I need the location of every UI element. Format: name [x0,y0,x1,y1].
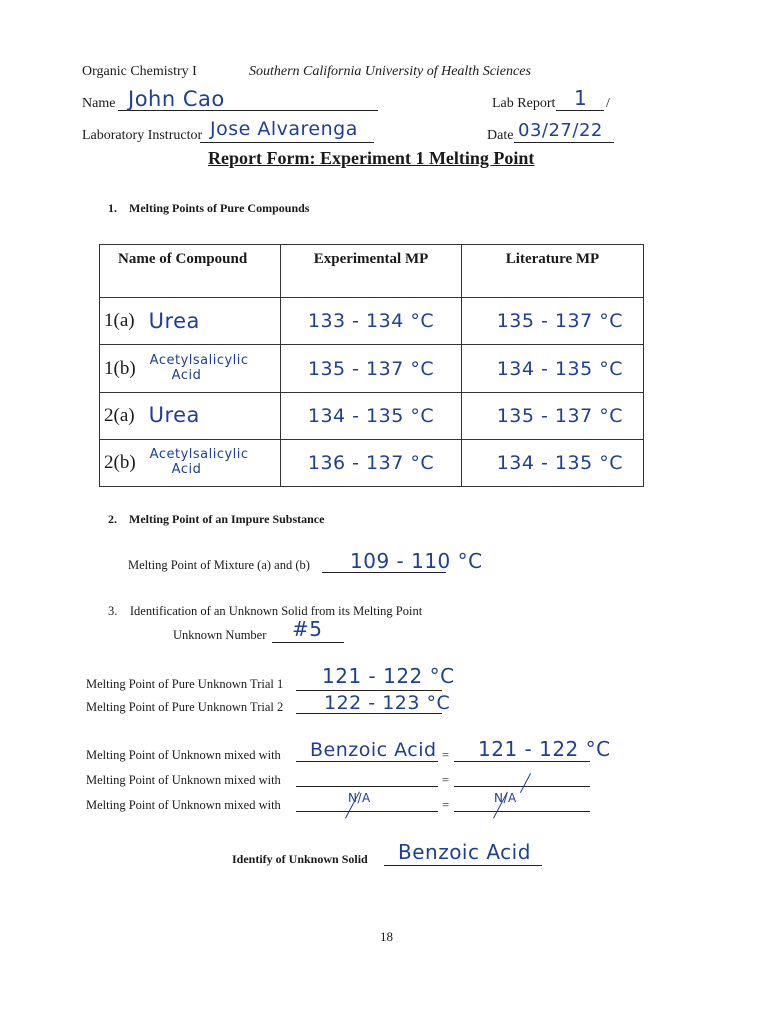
column-header-literature: Literature MP [462,245,644,298]
compound-name-line2: Acid [171,461,202,477]
name-label: Name [82,96,116,111]
mixed1-with-underline [296,761,438,762]
section2-heading: 2. Melting Point of an Impure Substance [108,512,325,526]
course-name: Organic Chemistry I [82,64,197,79]
literature-mp: 134 - 135 °C [462,439,644,486]
trial1-label: Melting Point of Pure Unknown Trial 1 [86,677,284,691]
trial2-label: Melting Point of Pure Unknown Trial 2 [86,700,284,714]
mixed3-label: Melting Point of Unknown mixed with [86,798,281,812]
mixed3-with-value: N/A [348,791,371,805]
lab-report-underline [556,110,604,111]
mixed3-with-underline [296,811,438,812]
mixture-value: 109 - 110 °C [350,549,483,573]
mixed2-label: Melting Point of Unknown mixed with [86,773,281,787]
mixture-label: Melting Point of Mixture (a) and (b) [128,558,310,572]
mixed3-value: N/A [494,791,517,805]
literature-mp: 135 - 137 °C [462,392,644,439]
table-row [100,439,644,486]
lab-report-slash: / [606,96,610,111]
date-label: Date [487,128,514,143]
university-name: Southern California University of Health Sciences [249,64,531,79]
date-underline [514,142,614,143]
table-row [100,345,644,392]
column-header-experimental: Experimental MP [281,245,462,298]
instructor-label: Laboratory Instructor [82,128,203,143]
row-label: 2(a) [104,404,135,426]
unknown-number-value: #5 [292,617,323,641]
identify-value: Benzoic Acid [398,840,531,864]
literature-mp: 134 - 135 °C [462,345,644,392]
mixed3-value-underline [454,811,590,812]
mixed2-strike-mark [520,773,531,793]
mixed3-equals: = [442,798,450,812]
instructor-value: Jose Alvarenga [210,118,358,140]
literature-mp: 135 - 137 °C [462,298,644,345]
mixed1-equals: = [442,748,450,762]
column-header-compound: Name of Compound [100,245,281,298]
experimental-mp: 136 - 137 °C [281,439,462,486]
experimental-mp: 133 - 134 °C [281,298,462,345]
row-label: 2(b) [104,451,136,473]
lab-report-label: Lab Report [492,96,556,111]
mixed1-value-underline [454,761,590,762]
trial1-value: 121 - 122 °C [322,664,455,688]
compound-name: Urea [148,308,200,333]
mixed2-equals: = [442,773,450,787]
compound-name: Urea [148,403,200,428]
compound-name-line2: Acid [171,367,202,383]
compound-cell [100,298,281,345]
compound-name [150,354,249,384]
mixed1-value: 121 - 122 °C [478,737,611,761]
page-number: 18 [380,929,393,944]
experimental-mp: 135 - 137 °C [281,345,462,392]
table-row [100,392,644,439]
mixed1-with-value: Benzoic Acid [310,739,437,761]
row-label: 1(b) [104,357,136,379]
page-title: Report Form: Experiment 1 Melting Point [208,148,535,168]
compound-name-line1: Acetylsalicylic [149,352,249,368]
mixed2-with-underline [296,786,438,787]
section1-heading: 1. Melting Points of Pure Compounds [108,201,310,215]
identify-label: Identify of Unknown Solid [232,852,368,866]
trial1-underline [296,690,442,691]
table-row [100,298,644,345]
trial2-value: 122 - 123 °C [324,692,451,714]
mixed1-label: Melting Point of Unknown mixed with [86,748,281,762]
unknown-number-label: Unknown Number [173,628,267,642]
unknown-number-underline [272,642,344,643]
compound-cell [100,392,281,439]
date-value: 03/27/22 [518,120,603,141]
name-value: John Cao [128,87,225,111]
experimental-mp: 134 - 135 °C [281,392,462,439]
row-label: 1(a) [104,310,135,332]
table-header-row [100,245,644,298]
compound-cell [100,439,281,486]
melting-point-table [99,244,644,487]
compound-name [150,448,249,478]
section3-heading: 3. Identification of an Unknown Solid from its Melting Point [108,604,423,618]
instructor-underline [200,142,374,143]
lab-report-value: 1 [574,86,588,110]
compound-cell [100,345,281,392]
identify-underline [384,865,542,866]
compound-name-line1: Acetylsalicylic [149,446,249,462]
